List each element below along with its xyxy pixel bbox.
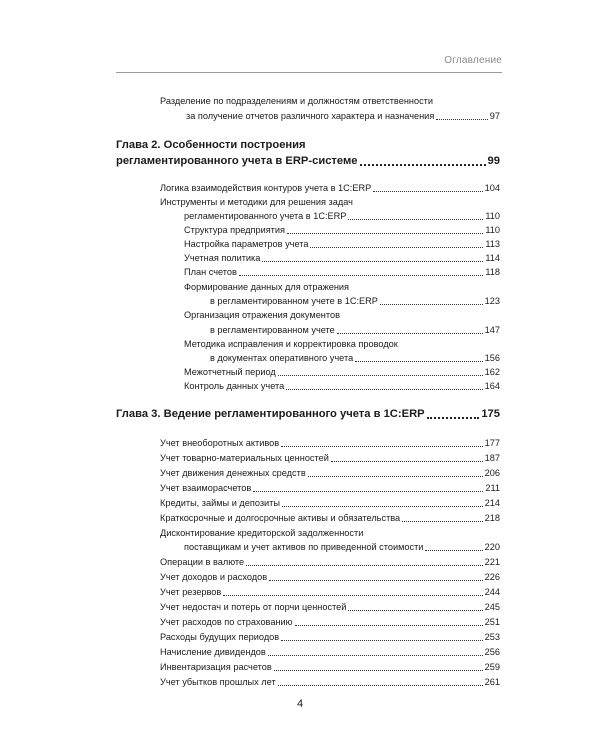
- toc-entry[interactable]: Контроль данных учета 164: [184, 381, 500, 391]
- toc-entry[interactable]: Структура предприятия 110: [184, 225, 500, 235]
- toc-entry[interactable]: Учет товарно-материальных ценностей 187: [160, 453, 500, 463]
- toc-entry[interactable]: в регламентированном учете в 1С:ERP 123: [210, 296, 500, 306]
- toc-entry[interactable]: Операции в валюте 221: [160, 557, 500, 567]
- dot-leader: [348, 610, 482, 611]
- dot-leader: [425, 550, 482, 551]
- toc-entry[interactable]: регламентированного учета в 1С:ERP 110: [184, 211, 500, 221]
- toc-entry[interactable]: Инвентаризация расчетов 259: [160, 662, 500, 672]
- dot-leader: [281, 446, 483, 447]
- dot-leader: [427, 417, 480, 419]
- toc-entry[interactable]: Учет доходов и расходов 226: [160, 572, 500, 582]
- toc-entry[interactable]: Учет расходов по страхованию 251: [160, 617, 500, 627]
- dot-leader: [310, 247, 483, 248]
- toc-entry-line: Организация отражения документов: [184, 310, 340, 320]
- toc-entry[interactable]: в регламентированном учете 147: [210, 325, 500, 335]
- dot-leader: [331, 461, 483, 462]
- chapter-heading-line: Глава 2. Особенности построения: [116, 139, 306, 151]
- toc-entry[interactable]: Настройка параметров учета 113: [184, 239, 500, 249]
- toc-entry[interactable]: Начисление дивидендов 256: [160, 647, 500, 657]
- toc-entry[interactable]: План счетов 118: [184, 267, 500, 277]
- toc-entry-line: Разделение по подразделениям и должностям ответственности: [160, 96, 434, 106]
- dot-leader: [348, 219, 483, 220]
- toc-entry[interactable]: Учет резервов 244: [160, 587, 500, 597]
- dot-leader: [337, 333, 483, 334]
- dot-leader: [278, 685, 483, 686]
- dot-leader: [373, 191, 482, 192]
- toc-entry[interactable]: Межотчетный период 162: [184, 367, 500, 377]
- toc-entry[interactable]: Расходы будущих периодов 253: [160, 632, 500, 642]
- dot-leader: [269, 580, 483, 581]
- toc-entry-line: Дисконтирование кредиторской задолженности: [160, 528, 364, 538]
- toc-entry[interactable]: Логика взаимодействия контуров учета в 1С:ERP 104: [160, 183, 500, 193]
- dot-leader: [402, 521, 482, 522]
- toc-entry[interactable]: Учет убытков прошлых лет 261: [160, 677, 500, 687]
- chapter-heading[interactable]: Глава 3. Ведение регламентированного учета в 1С:ERP 175: [116, 408, 500, 420]
- toc-entry[interactable]: Кредиты, займы и депозиты 214: [160, 498, 500, 508]
- dot-leader: [286, 389, 482, 390]
- dot-leader: [274, 670, 483, 671]
- toc-entry[interactable]: Краткосрочные и долгосрочные активы и обязательства 218: [160, 513, 500, 523]
- dot-leader: [239, 275, 483, 276]
- dot-leader: [223, 595, 482, 596]
- dot-leader: [282, 506, 483, 507]
- page-number: 4: [296, 698, 304, 710]
- toc-entry[interactable]: Учет недостач и потерь от порчи ценностей 245: [160, 602, 500, 612]
- toc-entry[interactable]: Учетная политика 114: [184, 253, 500, 263]
- chapter-heading[interactable]: регламентированного учета в ERP-системе 99: [116, 155, 500, 167]
- dot-leader: [380, 304, 483, 305]
- dot-leader: [281, 640, 482, 641]
- header-rule: [116, 72, 502, 73]
- dot-leader: [246, 565, 483, 566]
- dot-leader: [355, 361, 482, 362]
- toc-entry[interactable]: Учет взаиморасчетов 211: [160, 483, 500, 493]
- toc-entry-line: Инструменты и методики для решения задач: [160, 197, 353, 207]
- toc-entry[interactable]: Учет внеоборотных активов 177: [160, 438, 500, 448]
- dot-leader: [360, 164, 486, 166]
- dot-leader: [436, 119, 487, 120]
- running-title: Оглавление: [444, 55, 502, 66]
- dot-leader: [295, 625, 483, 626]
- dot-leader: [262, 261, 483, 262]
- toc-entry[interactable]: в документах оперативного учета 156: [210, 353, 500, 363]
- dot-leader: [268, 655, 483, 656]
- dot-leader: [278, 375, 483, 376]
- toc-entry[interactable]: за получение отчетов различного характера и назначения 97: [186, 111, 500, 121]
- toc-entry[interactable]: Учет движения денежных средств 206: [160, 468, 500, 478]
- dot-leader: [287, 233, 483, 234]
- dot-leader: [308, 476, 483, 477]
- toc-entry-line: Формирование данных для отражения: [184, 282, 350, 292]
- dot-leader: [253, 491, 483, 492]
- toc-entry-line: Методика исправления и корректировка проводок: [184, 339, 398, 349]
- toc-entry[interactable]: поставщикам и учет активов по приведенной стоимости 220: [184, 542, 500, 552]
